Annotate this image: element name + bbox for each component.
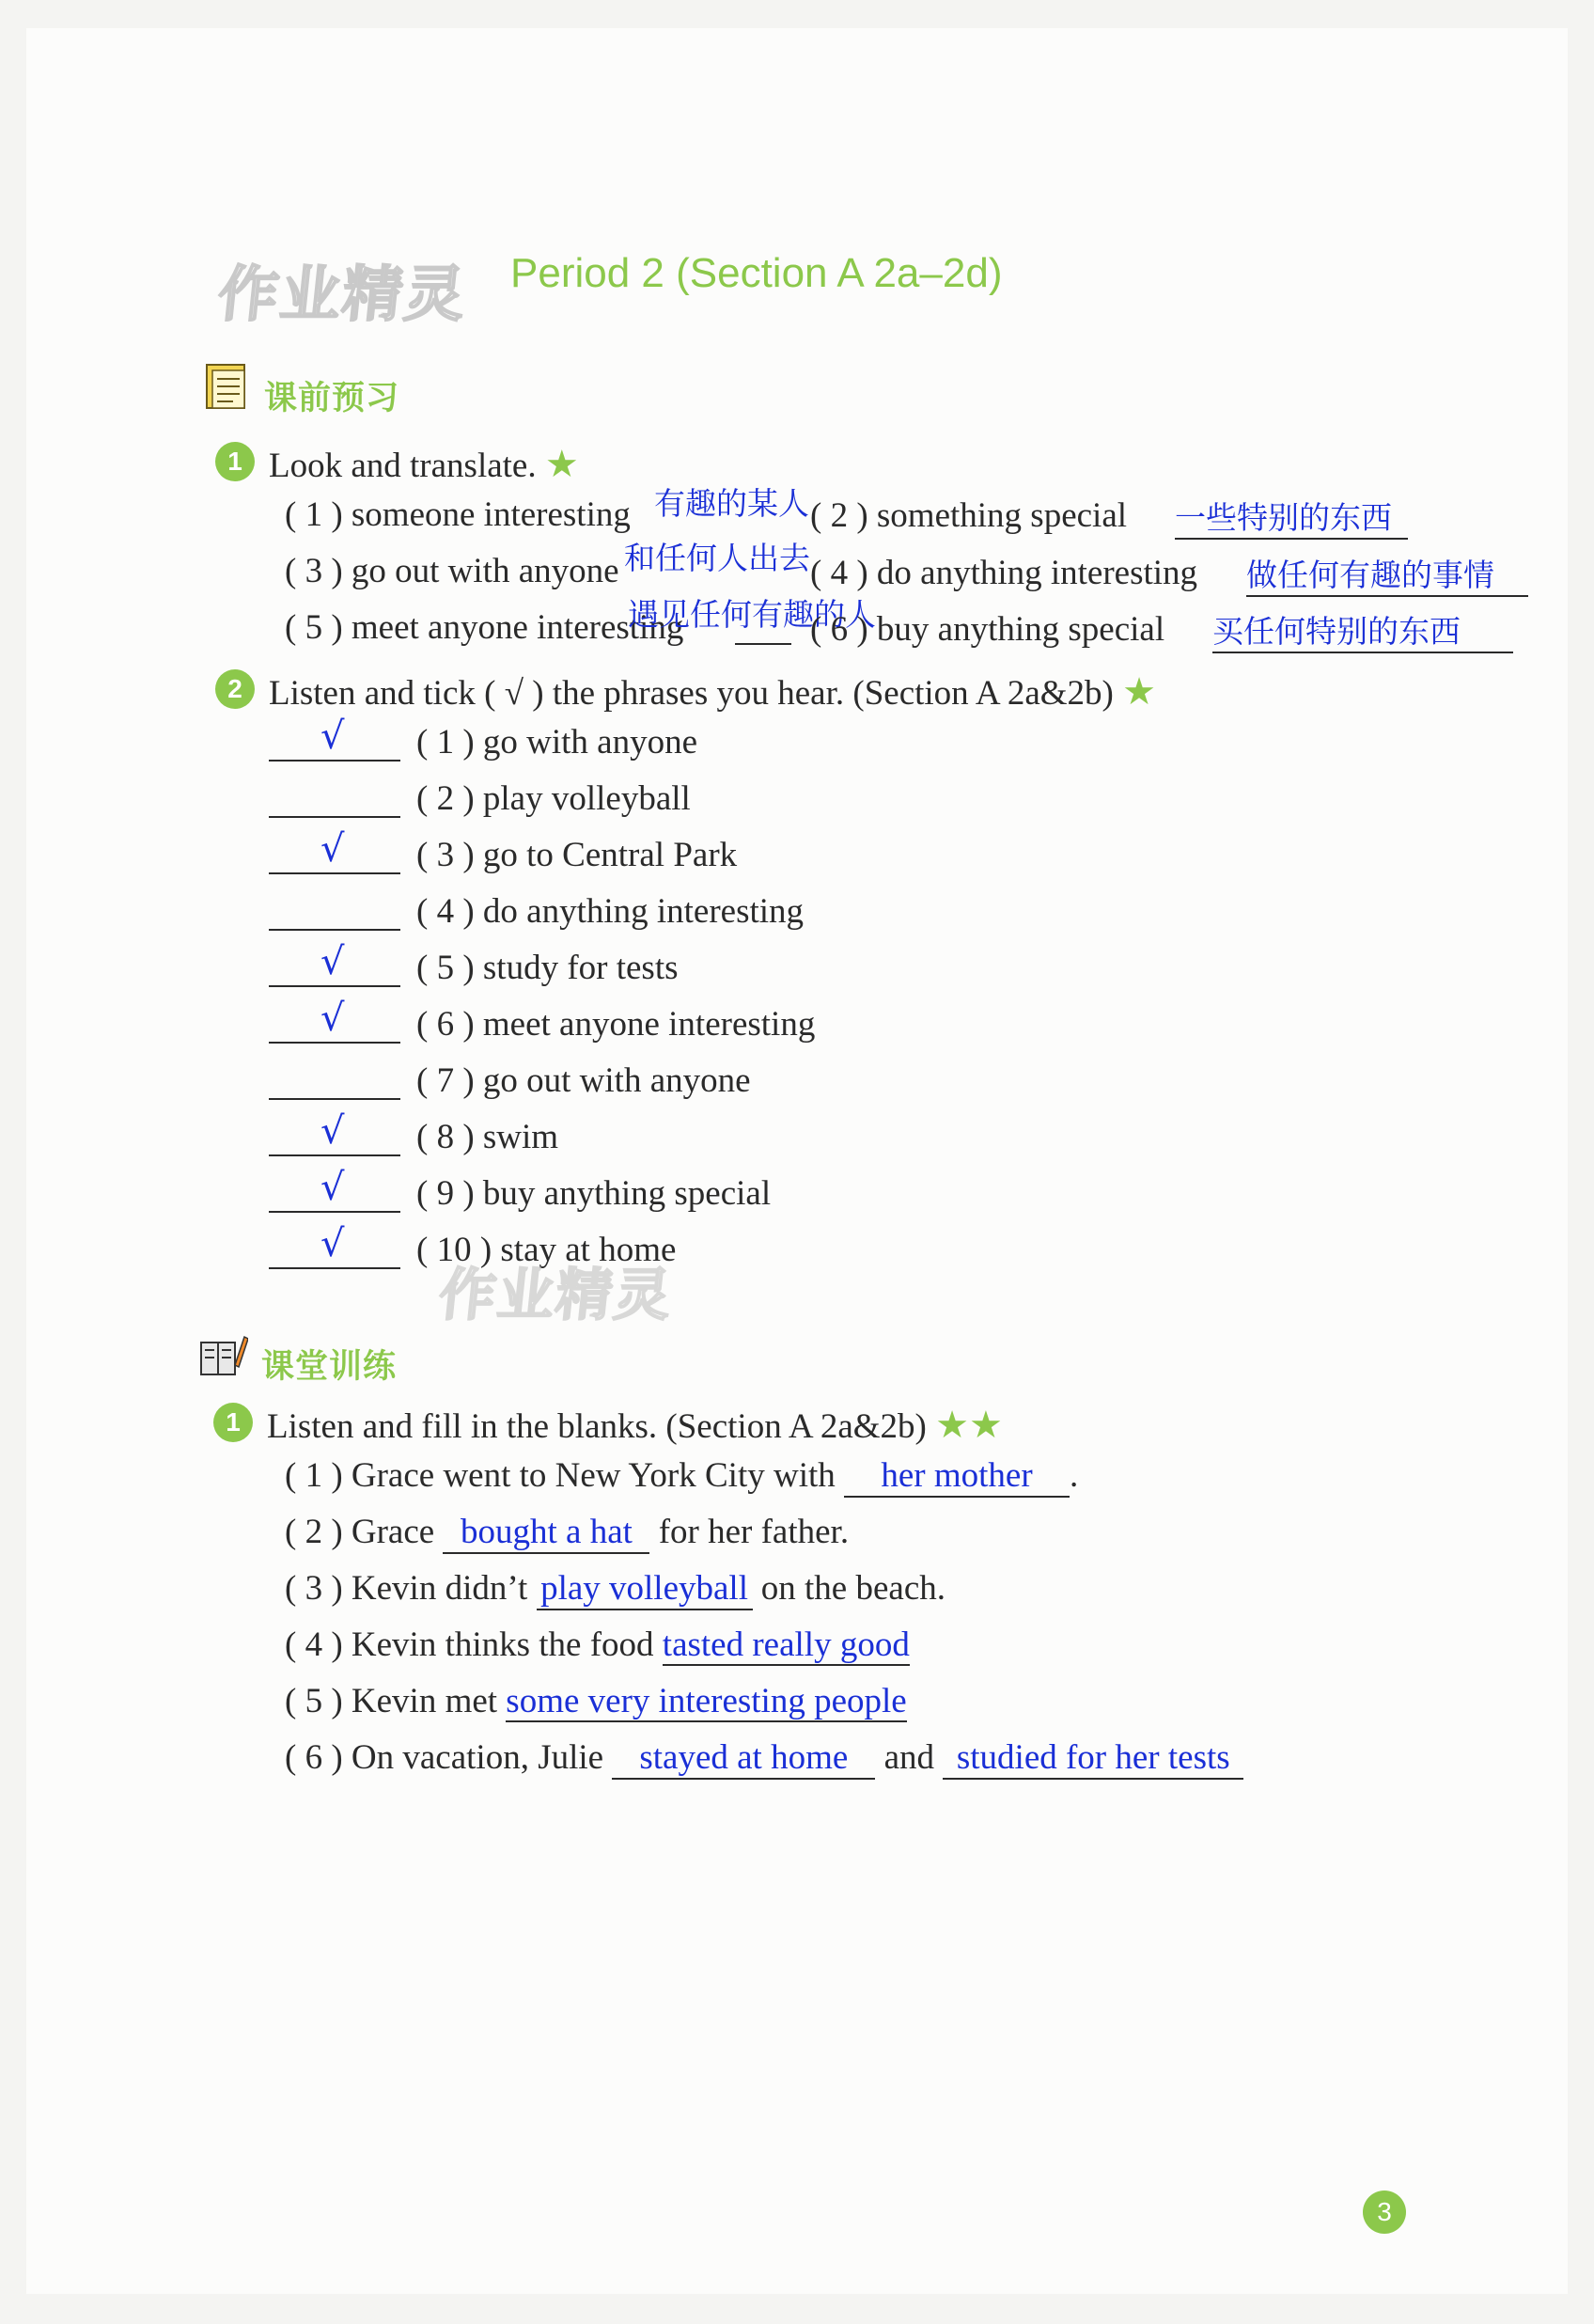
- phrase-item: ( 8 ) swim: [416, 1118, 559, 1156]
- answer-blank: tasted really good: [662, 1625, 910, 1664]
- tick-mark: √: [320, 1166, 345, 1209]
- sentence-1: ( 1 ) Grace went to New York City with her mother .: [285, 1455, 1078, 1498]
- instruction-fill-blanks: Listen and fill in the blanks. (Section A 2a&2b) ★★: [267, 1404, 1003, 1446]
- tick-blank: [269, 985, 400, 987]
- tick-blank: [269, 929, 400, 931]
- phrase-item: ( 3 ) go to Central Park: [416, 836, 738, 874]
- answer-blank: studied for her tests: [943, 1737, 1243, 1780]
- phrase-item: ( 7 ) go out with anyone: [416, 1061, 751, 1100]
- answer-blank: some very interesting people: [506, 1682, 907, 1720]
- tick-blank: [269, 1098, 400, 1100]
- blank-underline: [735, 643, 791, 645]
- watermark-logo: 作业精灵: [435, 1263, 677, 1328]
- tick-mark: √: [320, 1109, 345, 1153]
- answer-1: 有趣的某人: [654, 485, 809, 522]
- translate-item-2: ( 2 ) something special: [810, 496, 1128, 535]
- phrase-item: ( 10 ) stay at home: [416, 1231, 677, 1269]
- tick-mark: √: [320, 940, 345, 983]
- sentence-2: ( 2 ) Grace bought a hat for her father.: [285, 1512, 849, 1554]
- sentence-4: ( 4 ) Kevin thinks the food tasted really good: [285, 1625, 910, 1664]
- answer-2: 一些特别的东西: [1175, 494, 1408, 540]
- tick-mark: √: [320, 714, 345, 758]
- section-title-practice: 课堂训练: [261, 1348, 398, 1386]
- notebook-icon: [205, 363, 254, 410]
- tick-blank: [269, 1211, 400, 1213]
- instruction-look-translate: Look and translate. ★: [269, 443, 579, 485]
- translate-item-4: ( 4 ) do anything interesting: [810, 554, 1198, 592]
- answer-6: 买任何特别的东西: [1212, 607, 1513, 653]
- tick-mark: √: [320, 997, 345, 1040]
- instruction-listen-tick: Listen and tick ( √ ) the phrases you hear. (Section A 2a&2b) ★: [269, 670, 1156, 713]
- tick-blank: [269, 760, 400, 762]
- star-icon: ★★: [935, 1404, 1003, 1446]
- tick-mark: √: [320, 1222, 345, 1265]
- sentence-5: ( 5 ) Kevin met some very interesting people: [285, 1682, 907, 1720]
- tick-blank: [269, 1042, 400, 1044]
- workbook-page: [26, 28, 1568, 2294]
- tick-blank: [269, 872, 400, 874]
- sentence-6: ( 6 ) On vacation, Julie stayed at home and studied for her tests: [285, 1737, 1243, 1780]
- translate-item-6: ( 6 ) buy anything special: [810, 610, 1165, 649]
- section-title-preview: 课前预习: [264, 380, 400, 417]
- question-number: 1: [213, 1403, 253, 1442]
- watermark-logo: 作业精灵: [214, 260, 471, 330]
- translate-item-5: ( 5 ) meet anyone interesting: [285, 608, 684, 647]
- phrase-item: ( 1 ) go with anyone: [416, 723, 698, 762]
- sentence-3: ( 3 ) Kevin didn’t play volleyball on the beach.: [285, 1568, 945, 1610]
- tick-blank: [269, 1154, 400, 1156]
- phrase-item: ( 4 ) do anything interesting: [416, 892, 805, 931]
- tick-mark: √: [320, 827, 345, 871]
- page-number: 3: [1363, 2191, 1406, 2234]
- phrase-item: ( 5 ) study for tests: [416, 949, 679, 987]
- answer-blank: her mother: [844, 1455, 1070, 1498]
- book-pencil-icon: [199, 1333, 248, 1380]
- phrase-item: ( 2 ) play volleyball: [416, 779, 691, 818]
- answer-blank: bought a hat: [443, 1512, 649, 1554]
- question-number: 2: [215, 669, 255, 709]
- star-icon: ★: [1122, 670, 1156, 713]
- answer-blank: stayed at home: [612, 1737, 875, 1780]
- answer-3: 和任何人出去: [624, 540, 810, 576]
- answer-5: 遇见任何有趣的人: [628, 596, 876, 633]
- translate-item-1: ( 1 ) someone interesting: [285, 495, 631, 534]
- answer-4: 做任何有趣的事情: [1246, 551, 1528, 597]
- period-title: Period 2 (Section A 2a–2d): [510, 250, 1003, 296]
- tick-blank: [269, 1267, 400, 1269]
- tick-blank: [269, 816, 400, 818]
- star-icon: ★: [544, 443, 579, 485]
- answer-blank: play volleyball: [537, 1568, 753, 1610]
- question-number: 1: [215, 442, 255, 481]
- translate-item-3: ( 3 ) go out with anyone: [285, 552, 619, 590]
- phrase-item: ( 6 ) meet anyone interesting: [416, 1005, 816, 1044]
- phrase-item: ( 9 ) buy anything special: [416, 1174, 772, 1213]
